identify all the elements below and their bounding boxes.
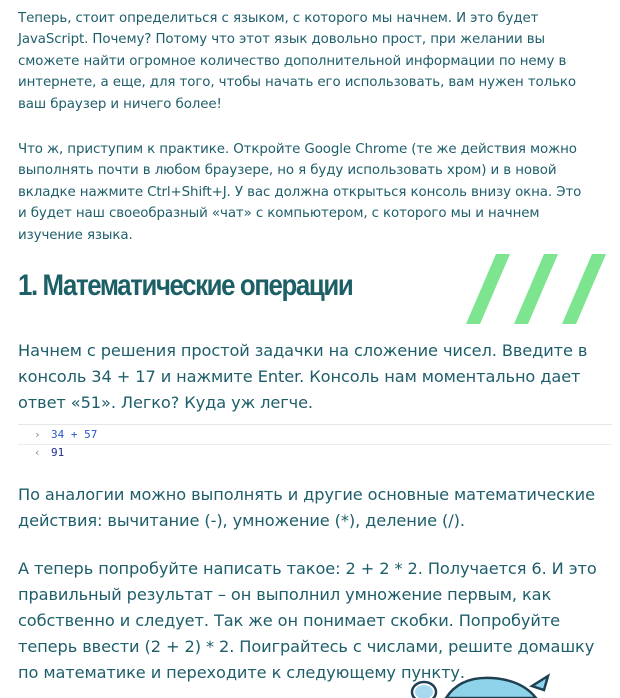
console-input-prompt-icon: › — [34, 428, 41, 441]
operations-paragraph: По аналогии можно выполнять и другие основные математические действия: вычитание (-), умножение (*), деление (/). — [18, 485, 595, 530]
console-input-line — [18, 424, 612, 445]
intro-paragraph: Теперь, стоит определиться с языком, с которого мы начнем. И это будет JavaScript. Почему? Потому что этот язык довольно прост, при желании вы сможете найти огромное количество дополнительной информации по нему в интернете, а еще, для того, чтобы начать его использовать, вам нужен только ваш браузер и ничего более! — [18, 11, 576, 112]
console-output-text: 91 — [51, 446, 65, 459]
precedence-paragraph: А теперь попробуйте написать такое: 2 + 2 * 2. Получается 6. И это правильный результат – он выполнил умножение первым, как собственно и следует. Так же он понимает скобки. Попробуйте теперь ввести (2 + 2) * 2. Поиграйтесь с числами, решите домашку по математике и переходите к следующему пункту. — [18, 559, 597, 682]
addition-paragraph: Начнем с решения простой задачки на сложение чисел. Введите в консоль 34 + 17 и нажмите Enter. Консоль нам моментально дает ответ «51». Легко? Куда уж легче. — [18, 341, 588, 412]
console-input-text: 34 + 57 — [51, 428, 98, 441]
console-output-prompt-icon: ‹ — [34, 446, 41, 459]
practice-paragraph: Что ж, приступим к практике. Откройте Google Chrome (те же действия можно выполнять почти в любом браузере, но я буду использовать хром) и в новой вкладке нажмите Ctrl+Shift+J. У вас должна открыться консоль внизу окна. Это и будет наш своеобразный «чат» с компьютером, с которого мы и начнем изучение языка. — [18, 142, 582, 243]
section-heading: 1. Математические операции — [18, 269, 353, 302]
decorative-slashes-icon — [462, 250, 612, 328]
console-output-line — [18, 443, 612, 462]
mascot-illustration-icon — [400, 668, 560, 698]
console-example — [18, 424, 612, 464]
